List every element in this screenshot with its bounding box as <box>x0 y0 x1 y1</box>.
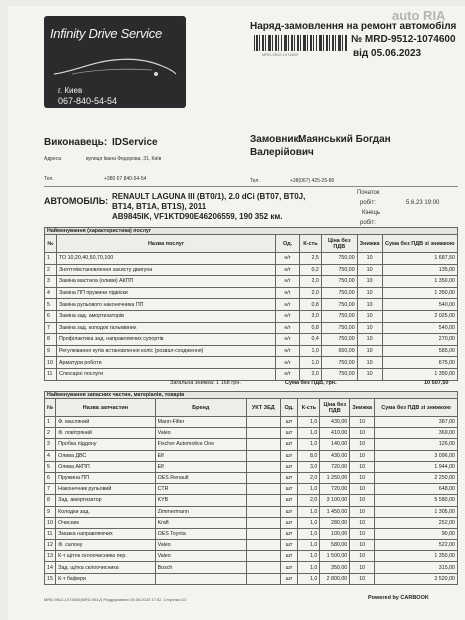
services-cell: 650,00 <box>321 345 357 357</box>
parts-cell: 1,0 <box>298 439 320 450</box>
parts-cell: 1 350,00 <box>375 551 458 562</box>
services-cell: 6 <box>45 310 57 322</box>
table-row <box>45 439 458 450</box>
parts-cell: CTR <box>155 484 246 495</box>
parts-cell: 1,0 <box>298 484 320 495</box>
parts-cell: Bosch <box>155 562 246 573</box>
parts-table <box>44 391 458 585</box>
parts-cell <box>246 528 280 539</box>
services-cell: 4 <box>45 287 57 299</box>
services-cell: 10 <box>357 345 382 357</box>
services-cell: Регулювання кутів встановлення коліс (розвал-сходження) <box>56 345 275 357</box>
logo-title: Infinity Drive Service <box>50 26 162 41</box>
parts-cell <box>246 472 280 483</box>
parts-cell: 1,0 <box>298 551 320 562</box>
services-cell: 9 <box>45 345 57 357</box>
order-date: від 05.06.2023 <box>353 48 422 59</box>
parts-cell: 8,0 <box>298 450 320 461</box>
services-cell: н/г <box>276 253 300 265</box>
parts-cell: 369,00 <box>375 428 458 439</box>
parts-header-cell: Бренд <box>155 399 246 417</box>
parts-cell: 2,0 <box>298 495 320 506</box>
services-cell: н/г <box>276 345 300 357</box>
parts-cell: 280,00 <box>320 517 350 528</box>
table-row <box>45 428 458 439</box>
parts-cell: шт <box>280 439 298 450</box>
parts-cell: 1,0 <box>298 540 320 551</box>
parts-cell: Пробка піддону <box>56 439 155 450</box>
parts-cell: Zimmermann <box>155 506 246 517</box>
parts-cell: Колодки зад. <box>56 506 155 517</box>
parts-section-title: Найменування запасних частин, матеріалів, товарів <box>45 392 458 399</box>
services-cell: 0,8 <box>299 322 321 334</box>
parts-header-cell: УКТ ЗЕД <box>246 399 280 417</box>
services-discount-total: Загальна знижка: 1 168 грн. <box>170 380 241 386</box>
parts-cell <box>246 517 280 528</box>
parts-cell: Mann-Filter <box>155 417 246 428</box>
services-header-cell: Ціна без ПДВ <box>321 235 357 253</box>
parts-cell: 140,00 <box>320 439 350 450</box>
parts-cell: 2 520,00 <box>375 573 458 584</box>
barcode-text: MRD-9512-1074600 <box>262 52 299 57</box>
parts-header-cell: Од. <box>280 399 298 417</box>
services-cell: н/г <box>276 264 300 276</box>
parts-cell: 15 <box>45 573 56 584</box>
parts-cell: 1 250,00 <box>320 472 350 483</box>
services-cell: Зняття/встановлення захисту двигуна <box>56 264 275 276</box>
watermark: auto RIA <box>392 8 446 23</box>
parts-cell: шт <box>280 461 298 472</box>
parts-cell: KYB <box>155 495 246 506</box>
services-cell: 10 <box>357 287 382 299</box>
parts-header-cell: № <box>45 399 56 417</box>
parts-cell: 648,00 <box>375 484 458 495</box>
services-cell: 2,0 <box>299 287 321 299</box>
services-cell: 2 025,00 <box>382 310 457 322</box>
parts-cell <box>246 417 280 428</box>
parts-cell: 2,0 <box>298 472 320 483</box>
start-label: Початок <box>357 190 380 196</box>
services-cell: 10 <box>357 310 382 322</box>
parts-cell: 14 <box>45 562 56 573</box>
end-label-2: робіт: <box>360 220 376 226</box>
parts-cell: Elf <box>155 450 246 461</box>
parts-cell: OES Toyota <box>155 528 246 539</box>
parts-cell: 100,00 <box>320 528 350 539</box>
parts-cell: Ф. салону <box>56 540 155 551</box>
services-header-cell: Назва послуг <box>56 235 275 253</box>
divider <box>44 186 458 187</box>
services-header-cell: Знижка <box>357 235 382 253</box>
services-cell: 675,00 <box>382 357 457 369</box>
parts-cell: 3 100,00 <box>320 495 350 506</box>
services-cell: 10 <box>357 264 382 276</box>
parts-cell: Ф. повітряний <box>56 428 155 439</box>
services-cell: 750,00 <box>321 310 357 322</box>
parts-cell <box>246 540 280 551</box>
parts-cell: 10 <box>350 417 375 428</box>
parts-cell: 10 <box>350 461 375 472</box>
parts-cell: 10 <box>350 517 375 528</box>
parts-cell: 2 800,00 <box>320 573 350 584</box>
parts-cell: Змазка направляючих <box>56 528 155 539</box>
table-row <box>45 573 458 584</box>
services-cell: н/г <box>276 322 300 334</box>
end-label: Кінець <box>362 210 381 216</box>
order-number: № MRD-9512-1074600 <box>351 34 456 45</box>
parts-cell <box>246 495 280 506</box>
parts-cell: 10 <box>350 439 375 450</box>
services-cell: 10 <box>357 334 382 346</box>
parts-cell: 4 <box>45 450 56 461</box>
services-cell: 5 <box>45 299 57 311</box>
table-row <box>45 562 458 573</box>
parts-cell: 350,00 <box>320 562 350 573</box>
table-row <box>45 310 458 322</box>
customer-phone: +38(067) 425-25-80 <box>290 178 335 184</box>
services-cell: н/г <box>276 334 300 346</box>
parts-cell <box>246 450 280 461</box>
parts-cell: шт <box>280 484 298 495</box>
services-cell: 1,0 <box>299 345 321 357</box>
parts-cell <box>246 428 280 439</box>
parts-cell <box>246 439 280 450</box>
parts-cell: 580,00 <box>320 540 350 551</box>
services-cell: 7 <box>45 322 57 334</box>
car-line3: AB9845IK, VF1KTD90E46206559, 190 352 км. <box>112 212 283 221</box>
services-cell: 10 <box>357 322 382 334</box>
services-cell: Заміна зад. колодок гальмівних <box>56 322 275 334</box>
services-cell: 750,00 <box>321 287 357 299</box>
services-cell: Профілактика зад. направляючих супортів <box>56 334 275 346</box>
start-value: 5.6.23 19:00 <box>406 200 440 206</box>
parts-cell: 90,00 <box>375 528 458 539</box>
powered-by: Powered by CARBOOK <box>368 595 429 601</box>
table-row <box>45 253 458 265</box>
parts-cell: 7 <box>45 484 56 495</box>
services-sum-value: 10 507,50 <box>424 380 449 386</box>
executor-address-label: Адреса <box>44 156 62 162</box>
parts-cell: Зад. щітка склоочисника <box>56 562 155 573</box>
services-cell: 750,00 <box>321 322 357 334</box>
services-cell: Заміна рульового наконечника ПП <box>56 299 275 311</box>
services-cell: н/г <box>276 299 300 311</box>
services-cell: 1 <box>45 253 57 265</box>
table-row <box>45 528 458 539</box>
table-row <box>45 472 458 483</box>
services-header-cell: Од. <box>276 235 300 253</box>
table-row <box>45 450 458 461</box>
parts-cell: 10 <box>350 428 375 439</box>
parts-cell: 3 096,00 <box>375 450 458 461</box>
services-cell: 10 <box>45 357 57 369</box>
table-row <box>45 357 458 369</box>
parts-cell <box>246 551 280 562</box>
parts-cell: Очисник <box>56 517 155 528</box>
table-row <box>45 551 458 562</box>
customer-label: Замовник: <box>250 134 302 145</box>
parts-cell: 10 <box>45 517 56 528</box>
services-cell: 585,00 <box>382 345 457 357</box>
parts-cell: 522,00 <box>375 540 458 551</box>
parts-cell: Олива ДВС <box>56 450 155 461</box>
parts-cell: К-т щіток склоочисника пер. <box>56 551 155 562</box>
parts-cell: Ф. масляний <box>56 417 155 428</box>
services-cell: 1 350,00 <box>382 368 457 380</box>
parts-cell: 1 450,00 <box>320 506 350 517</box>
parts-header-cell: К-сть <box>298 399 320 417</box>
parts-cell: Valeo <box>155 540 246 551</box>
parts-cell: К-т бафери <box>56 573 155 584</box>
services-cell: Заміна мастила (оливи) АКПП <box>56 276 275 288</box>
parts-cell <box>246 484 280 495</box>
services-cell: Арматури роботи <box>56 357 275 369</box>
services-cell: 3,0 <box>299 310 321 322</box>
parts-cell: 10 <box>350 551 375 562</box>
table-row <box>45 322 458 334</box>
barcode-icon <box>254 35 348 51</box>
services-cell: н/г <box>276 287 300 299</box>
parts-cell: шт <box>280 417 298 428</box>
parts-header-cell: Ціна без ПДВ <box>320 399 350 417</box>
car-silhouette-icon <box>52 50 178 80</box>
car-label: АВТОМОБІЛЬ: <box>44 196 109 206</box>
parts-cell: 9 <box>45 506 56 517</box>
order-title: Наряд-замовлення на ремонт автомобіля <box>250 21 457 32</box>
parts-cell: 2 <box>45 428 56 439</box>
services-cell: 135,00 <box>382 264 457 276</box>
parts-cell: 3 <box>45 439 56 450</box>
services-cell: 750,00 <box>321 264 357 276</box>
parts-cell: Kraft <box>155 517 246 528</box>
parts-cell: Пружина ПП <box>56 472 155 483</box>
services-cell: 0,4 <box>299 334 321 346</box>
parts-cell: 5 580,00 <box>375 495 458 506</box>
services-cell: 10 <box>357 276 382 288</box>
services-cell: 1,0 <box>299 357 321 369</box>
services-cell: 11 <box>45 368 57 380</box>
parts-cell: 1,0 <box>298 528 320 539</box>
parts-cell: 1 305,00 <box>375 506 458 517</box>
parts-cell: 1,0 <box>298 517 320 528</box>
services-section-title: Найменування (характеристика) послуг <box>45 228 458 235</box>
table-row <box>45 484 458 495</box>
footer-print-info: MRD-9512-1074600(MRD-9512) Роздруковано 05.06.2023 17:52. Сторінка 1/2 <box>44 597 187 602</box>
parts-cell: шт <box>280 517 298 528</box>
car-line1: RENAULT LAGUNA III (BT0/1), 2.0 dCi (BT07, BT0J, <box>112 192 306 201</box>
services-cell: н/г <box>276 357 300 369</box>
parts-cell: Зад. амортизатор <box>56 495 155 506</box>
table-row <box>45 517 458 528</box>
parts-cell: шт <box>280 573 298 584</box>
services-cell: 540,00 <box>382 322 457 334</box>
table-row <box>45 345 458 357</box>
services-cell: Заміна ПП пружини підвіски <box>56 287 275 299</box>
parts-cell: 430,00 <box>320 417 350 428</box>
table-row <box>45 287 458 299</box>
parts-cell: 315,00 <box>375 562 458 573</box>
services-cell: 8 <box>45 334 57 346</box>
parts-cell: 10 <box>350 573 375 584</box>
logo-city: г. Киев <box>58 86 83 95</box>
executor-name: IDService <box>112 137 158 148</box>
table-row <box>45 506 458 517</box>
services-table <box>44 227 458 381</box>
parts-header-cell: Сума без ПДВ зі знижкою <box>375 399 458 417</box>
parts-cell: Олива АКПП <box>56 461 155 472</box>
parts-cell: 12 <box>45 540 56 551</box>
parts-cell: OES Renault <box>155 472 246 483</box>
parts-cell: 10 <box>350 495 375 506</box>
parts-cell: 1 944,00 <box>375 461 458 472</box>
services-cell: 0,2 <box>299 264 321 276</box>
start-label-2: робіт: <box>360 200 376 206</box>
parts-cell: шт <box>280 562 298 573</box>
services-cell: 750,00 <box>321 357 357 369</box>
table-row <box>45 540 458 551</box>
services-cell: 750,00 <box>321 334 357 346</box>
parts-cell: 126,00 <box>375 439 458 450</box>
services-cell: 2 <box>45 264 57 276</box>
services-cell: ТО 10,20,40,50,70,100 <box>56 253 275 265</box>
parts-cell: 13 <box>45 551 56 562</box>
services-cell: 10 <box>357 253 382 265</box>
parts-cell: 1,0 <box>298 573 320 584</box>
table-row <box>45 368 458 380</box>
services-cell: 3 <box>45 276 57 288</box>
customer-name-line1: Маянський Богдан <box>298 134 391 145</box>
parts-header-cell: Знижка <box>350 399 375 417</box>
services-header-cell: № <box>45 235 57 253</box>
parts-cell: 5 <box>45 461 56 472</box>
parts-cell: 410,00 <box>320 428 350 439</box>
company-logo <box>44 16 186 108</box>
services-cell: 10 <box>357 357 382 369</box>
parts-cell: 10 <box>350 450 375 461</box>
parts-cell <box>155 573 246 584</box>
executor-label: Виконавець: <box>44 137 108 148</box>
parts-cell: шт <box>280 472 298 483</box>
car-line2: BT14, BT1A, BT1S), 2011 <box>112 202 207 211</box>
executor-phone: +380 67 840-54-54 <box>104 176 147 182</box>
table-row <box>45 264 458 276</box>
table-row <box>45 417 458 428</box>
logo-phone: 067-840-54-54 <box>58 96 118 106</box>
services-cell: 1 350,00 <box>382 287 457 299</box>
table-row <box>45 276 458 288</box>
services-cell: 1 350,00 <box>382 276 457 288</box>
parts-cell: Наконечник рульовий <box>56 484 155 495</box>
table-row <box>45 495 458 506</box>
parts-cell: 1,0 <box>298 506 320 517</box>
services-cell: н/г <box>276 310 300 322</box>
customer-phone-label: Тел. <box>250 178 260 184</box>
parts-cell: шт <box>280 450 298 461</box>
customer-name-line2: Валерійович <box>250 147 314 158</box>
parts-cell: 720,00 <box>320 461 350 472</box>
parts-cell: 1,0 <box>298 562 320 573</box>
services-header-row <box>45 235 458 253</box>
parts-header-row <box>45 399 458 417</box>
parts-cell: 10 <box>350 562 375 573</box>
services-cell: 750,00 <box>321 299 357 311</box>
parts-header-cell: Назва запчастин <box>56 399 155 417</box>
table-row <box>45 334 458 346</box>
parts-cell: 6 <box>45 472 56 483</box>
parts-cell: 2 250,00 <box>375 472 458 483</box>
services-cell: 750,00 <box>321 368 357 380</box>
services-header-cell: Сума без ПДВ зі знижкою <box>382 235 457 253</box>
services-cell: н/г <box>276 276 300 288</box>
services-cell: Слюсарні послуги <box>56 368 275 380</box>
parts-cell: шт <box>280 495 298 506</box>
parts-cell: 1 500,00 <box>320 551 350 562</box>
parts-cell: 8 <box>45 495 56 506</box>
services-sum-label: Сума без ПДВ, грн. <box>285 380 337 386</box>
parts-cell: шт <box>280 540 298 551</box>
parts-cell: Elf <box>155 461 246 472</box>
services-header-cell: К-сть <box>299 235 321 253</box>
parts-cell: шт <box>280 428 298 439</box>
parts-cell: Valeo <box>155 551 246 562</box>
services-cell: 10 <box>357 299 382 311</box>
services-cell: 10 <box>357 368 382 380</box>
parts-cell: 10 <box>350 540 375 551</box>
executor-address: вулиця Івана Федорова, 31, Київ <box>86 156 162 162</box>
parts-cell: шт <box>280 551 298 562</box>
parts-cell: 1,0 <box>298 428 320 439</box>
services-cell: 0,8 <box>299 299 321 311</box>
parts-cell <box>246 461 280 472</box>
parts-cell: 10 <box>350 528 375 539</box>
parts-cell: Fischer Automotive One <box>155 439 246 450</box>
executor-phone-label: Тел. <box>44 176 54 182</box>
parts-cell: 252,00 <box>375 517 458 528</box>
table-row <box>45 299 458 311</box>
parts-cell <box>246 573 280 584</box>
parts-cell: шт <box>280 528 298 539</box>
parts-cell: 387,00 <box>375 417 458 428</box>
parts-cell: 10 <box>350 484 375 495</box>
parts-cell: 720,00 <box>320 484 350 495</box>
services-cell: 750,00 <box>321 276 357 288</box>
services-cell: н/г <box>276 368 300 380</box>
parts-cell: 3,0 <box>298 461 320 472</box>
parts-cell: 1,0 <box>298 417 320 428</box>
services-cell: 2,5 <box>299 253 321 265</box>
parts-cell: 10 <box>350 506 375 517</box>
parts-cell <box>246 562 280 573</box>
parts-cell: 430,00 <box>320 450 350 461</box>
parts-cell <box>246 506 280 517</box>
parts-cell: 11 <box>45 528 56 539</box>
services-cell: 270,00 <box>382 334 457 346</box>
services-cell: 1 687,50 <box>382 253 457 265</box>
parts-cell: 1 <box>45 417 56 428</box>
services-cell: Заміна зад. амортизаторів <box>56 310 275 322</box>
table-row <box>45 461 458 472</box>
services-cell: 750,00 <box>321 253 357 265</box>
services-cell: 540,00 <box>382 299 457 311</box>
services-cell: 2,0 <box>299 368 321 380</box>
parts-cell: 10 <box>350 472 375 483</box>
services-cell: 2,0 <box>299 276 321 288</box>
parts-cell: шт <box>280 506 298 517</box>
parts-cell: Valeo <box>155 428 246 439</box>
